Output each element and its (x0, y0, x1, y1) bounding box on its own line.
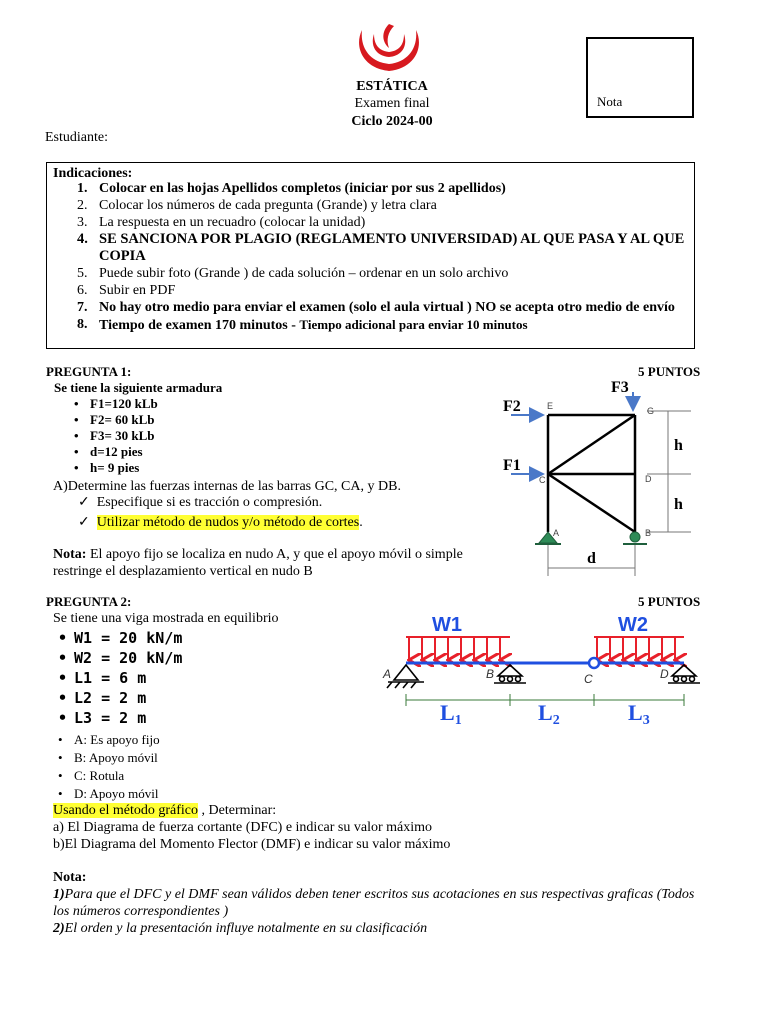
q2-math-list (46, 628, 182, 728)
q1-points: 5 PUNTOS (638, 364, 701, 379)
grade-label: Nota (597, 94, 623, 109)
q1-intro: Se tiene la siguiente armadura (54, 380, 223, 395)
q2-support-a: • A: Es apoyo fijo (46, 732, 160, 748)
label-d: D (660, 667, 669, 681)
label-a: A (383, 667, 392, 681)
label-h-top: h (674, 437, 683, 454)
dimension-lines (548, 411, 691, 576)
q2-w1: • W1 = 20 kN/m (46, 628, 182, 648)
q1-data-h: • h= 9 pies (62, 460, 158, 476)
q2-l3: • L3 = 2 m (46, 708, 182, 728)
indication-2: 2. Colocar los números de cada pregunta (Grande) y letra clara (77, 198, 437, 213)
q2-l2: • L2 = 2 m (46, 688, 182, 708)
q1-data-d: • d=12 pies (62, 444, 158, 460)
label-d: d (587, 550, 596, 567)
indication-8: 8. Tiempo de examen 170 minutos - Tiempo adicional para enviar 10 minutos (77, 317, 528, 333)
load-w1 (406, 637, 510, 660)
q1-check-1: ✓ Especifique si es tracción o compresión. (78, 495, 323, 510)
q2-support-c: • C: Rotula (46, 768, 160, 784)
q1-data-f3: • F3= 30 kLb (62, 428, 158, 444)
indication-5: 5. Puede subir foto (Grande ) de cada solución – ordenar en un solo archivo (77, 266, 509, 281)
q1-data-list (62, 396, 158, 476)
node-g: G (647, 406, 655, 416)
exam-cycle: Ciclo 2024-00 (351, 114, 433, 129)
q2-support-d: • D: Apoyo móvil (46, 786, 160, 802)
label-l1: L1 (440, 700, 462, 728)
node-c: C (539, 475, 546, 485)
support-d-icon (668, 665, 700, 683)
q1-data-f1: • F1=120 kLb (62, 396, 158, 412)
beam-figure (380, 608, 710, 733)
truss-members (548, 415, 635, 532)
indication-7: 7. No hay otro medio para enviar el examen (solo el aula virtual ) NO se acepta otro medio de envío (77, 300, 675, 315)
q2-l1: • L1 = 6 m (46, 668, 182, 688)
label-w2: W2 (618, 614, 648, 636)
q2-note-2: 2)El orden y la presentación influye notalmente en su clasificación (53, 921, 428, 936)
q2-method: Usando el método gráfico , Determinar: (53, 803, 277, 818)
check-icon: ✓ (78, 495, 90, 510)
hinge-c-icon (589, 658, 599, 668)
q1-note: Nota: El apoyo fijo se localiza en nudo A, y que el apoyo móvil o simple restringe el desplazamiento vertical en nudo B (53, 547, 463, 579)
q2-intro: Se tiene una viga mostrada en equilibrio (53, 611, 279, 626)
q2-part-a: a) El Diagrama de fuerza cortante (DFC) e indicar su valor máximo (53, 820, 433, 835)
q2-w2: • W2 = 20 kN/m (46, 648, 182, 668)
check-icon: ✓ (78, 515, 90, 530)
support-a-icon (387, 665, 424, 688)
q2-note-1: 1)Para que el DFC y el DMF sean válidos deben tener escritos sus acotaciones en sus respectivas graficas (Todos los números correspondientes ) (53, 887, 695, 919)
support-b-icon (494, 665, 526, 683)
label-h-bottom: h (674, 496, 683, 513)
label-l3: L3 (628, 700, 650, 728)
q1-data-f2: • F2= 60 kLb (62, 412, 158, 428)
student-label: Estudiante: (45, 130, 108, 145)
q2-note-label: Nota: (53, 870, 87, 885)
q2-supports-list (46, 732, 160, 802)
university-logo (352, 22, 426, 74)
label-w1: W1 (432, 614, 462, 636)
q2-points: 5 PUNTOS (638, 594, 701, 609)
label-f1: F1 (503, 457, 521, 474)
indication-4: 4. SE SANCIONA POR PLAGIO (REGLAMENTO UNIVERSIDAD) AL QUE PASA Y AL QUE COPIA (77, 231, 685, 264)
q2-support-b: • B: Apoyo móvil (46, 750, 160, 766)
label-f3: F3 (611, 379, 629, 396)
node-d: D (645, 474, 652, 484)
support-b-icon (630, 532, 640, 542)
node-a: A (553, 528, 560, 538)
q1-task: A)Determine las fuerzas internas de las barras GC, CA, y DB. (53, 479, 401, 494)
q2-part-b: b)El Diagrama del Momento Flector (DMF) e indicar su valor máximo (53, 837, 451, 852)
truss-figure (495, 376, 715, 581)
node-e: E (547, 401, 554, 411)
label-c: C (584, 672, 593, 686)
label-f2: F2 (503, 398, 521, 415)
load-w2 (594, 637, 684, 660)
q2-title: PREGUNTA 2: (46, 594, 132, 609)
q1-check-2: ✓ Utilizar método de nudos y/o método de cortes. (78, 515, 363, 530)
label-b: B (486, 667, 495, 681)
exam-subtitle: Examen final (354, 96, 430, 111)
indication-3: 3. La respuesta en un recuadro (colocar la unidad) (77, 215, 366, 230)
indications-list (47, 180, 687, 334)
indication-1: 1. Colocar en las hojas Apellidos completos (iniciar por sus 2 apellidos) (77, 181, 506, 196)
indications-heading: Indicaciones: (53, 166, 133, 181)
node-b: B (645, 528, 652, 538)
exam-title: ESTÁTICA (356, 79, 428, 94)
label-l2: L2 (538, 700, 560, 728)
indications-box (46, 162, 695, 349)
q1-title: PREGUNTA 1: (46, 364, 132, 379)
indication-6: 6. Subir en PDF (77, 283, 176, 298)
